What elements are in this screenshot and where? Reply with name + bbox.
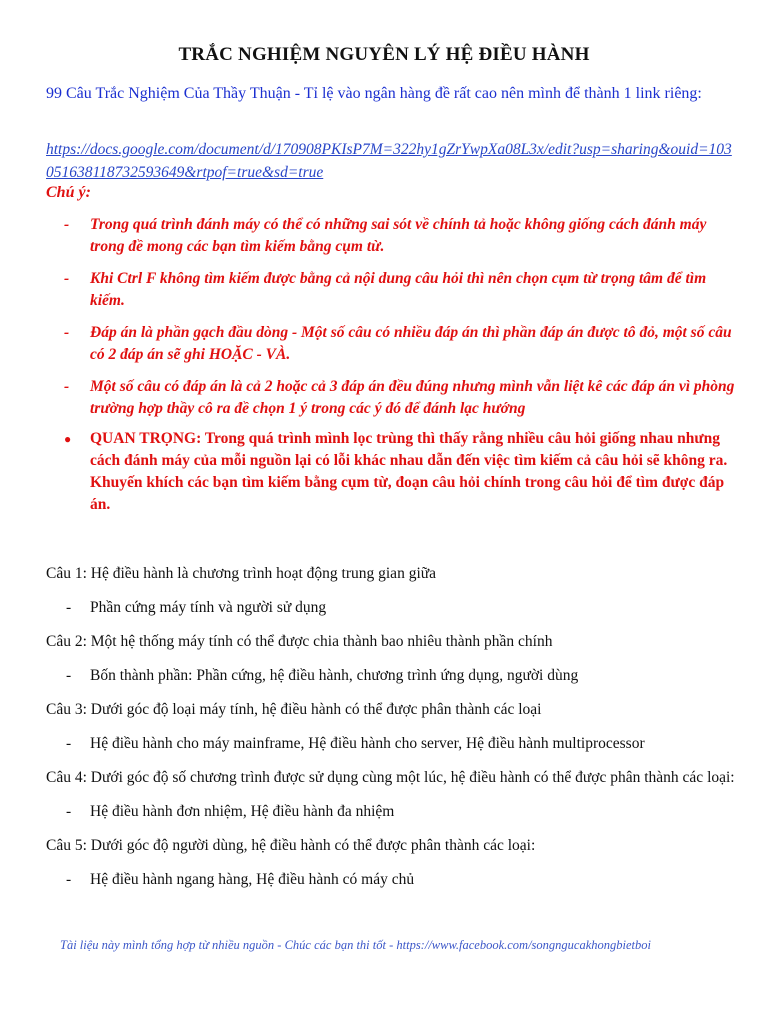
note-item — [64, 322, 744, 366]
note-label: Chú ý: — [46, 184, 91, 201]
note-text: Một số câu có đáp án là cả 2 hoặc cả 3 đáp án đều đúng nhưng mình vẫn liệt kê các đáp án vì phòng trường hợp thầy cô ra đề chọn 1 ý trong các ý đó để đánh lạc hướng — [90, 378, 735, 417]
dash-bullet: - — [64, 216, 70, 233]
note-text: Trong quá trình đánh máy có thể có những sai sót về chính tả hoặc không giống cách đánh máy trong đề mong các bạn tìm kiếm bằng cụm từ. — [90, 216, 707, 255]
dot-bullet-icon: ● — [64, 432, 72, 446]
answer-text: Hệ điều hành đơn nhiệm, Hệ điều hành đa nhiệm — [90, 803, 395, 820]
dash-bullet: - — [66, 803, 72, 820]
answer-item — [66, 665, 746, 687]
question-text: Câu 2: Một hệ thống máy tính có thể được chia thành bao nhiêu thành phần chính — [46, 633, 553, 650]
notes-list — [64, 214, 744, 430]
intro-text: 99 Câu Trắc Nghiệm Của Thầy Thuận - Tỉ lệ vào ngân hàng đề rất cao nên mình để thành 1 link riêng: — [46, 85, 702, 102]
dash-bullet: - — [66, 667, 72, 684]
page-title: TRẮC NGHIỆM NGUYÊN LÝ HỆ ĐIỀU HÀNH — [178, 44, 590, 65]
question-text: Câu 3: Dưới góc độ loại máy tính, hệ điều hành có thể được phân thành các loại — [46, 701, 542, 718]
answer-text: Hệ điều hành cho máy mainframe, Hệ điều hành cho server, Hệ điều hành multiprocessor — [90, 735, 645, 752]
dash-bullet: - — [64, 270, 70, 287]
dash-bullet: - — [66, 871, 72, 888]
question-list — [46, 563, 746, 903]
page-footer: Tài liệu này mình tổng hợp từ nhiều nguồn - Chúc các bạn thi tốt - https://www.facebook.com/songngucakhongbietboi — [60, 938, 651, 952]
dash-bullet: - — [66, 599, 72, 616]
answer-text: Bốn thành phần: Phần cứng, hệ điều hành, chương trình ứng dụng, người dùng — [90, 667, 579, 684]
dash-bullet: - — [64, 324, 70, 341]
important-note — [64, 428, 744, 516]
note-item — [64, 214, 744, 258]
dash-bullet: - — [66, 735, 72, 752]
answer-text: Phần cứng máy tính và người sử dụng — [90, 599, 327, 616]
question-text: Câu 5: Dưới góc độ người dùng, hệ điều hành có thể được phân thành các loại: — [46, 837, 536, 854]
note-item — [64, 376, 744, 420]
google-doc-link[interactable]: https://docs.google.com/document/d/170908PKIsP7M=322hy1gZrYwpXa08L3x/edit?usp=sharing&ouid=103051638118732593649&rtpof=true&sd=true — [46, 141, 732, 181]
answer-item — [66, 869, 746, 891]
answer-item — [66, 597, 746, 619]
answer-item — [66, 733, 746, 755]
answer-item — [66, 801, 746, 823]
question-text: Câu 4: Dưới góc độ số chương trình được sử dụng cùng một lúc, hệ điều hành có thể được phân thành các loại: — [46, 769, 735, 786]
note-item — [64, 268, 744, 312]
question-text: Câu 1: Hệ điều hành là chương trình hoạt động trung gian giữa — [46, 565, 437, 582]
answer-text: Hệ điều hành ngang hàng, Hệ điều hành có máy chủ — [90, 871, 415, 888]
important-text: QUAN TRỌNG: Trong quá trình mình lọc trùng thì thấy rằng nhiều câu hỏi giống nhau nhưng cách đánh máy của mỗi nguồn lại có lỗi khác nhau dẫn đến việc tìm kiếm cả câu hỏi sẽ không ra. Khuyến khích các bạn tìm kiếm bằng cụm từ, đoạn câu hỏi chính trong câu hỏi để tìm được đáp án. — [90, 430, 728, 513]
note-text: Đáp án là phần gạch đầu dòng - Một số câu có nhiều đáp án thì phần đáp án được tô đỏ, một số câu có 2 đáp án sẽ ghi HOẶC - VÀ. — [90, 324, 732, 363]
dash-bullet: - — [64, 378, 70, 395]
note-text: Khi Ctrl F không tìm kiếm được bằng cả nội dung câu hỏi thì nên chọn cụm từ trọng tâm để tìm kiếm. — [90, 270, 707, 309]
